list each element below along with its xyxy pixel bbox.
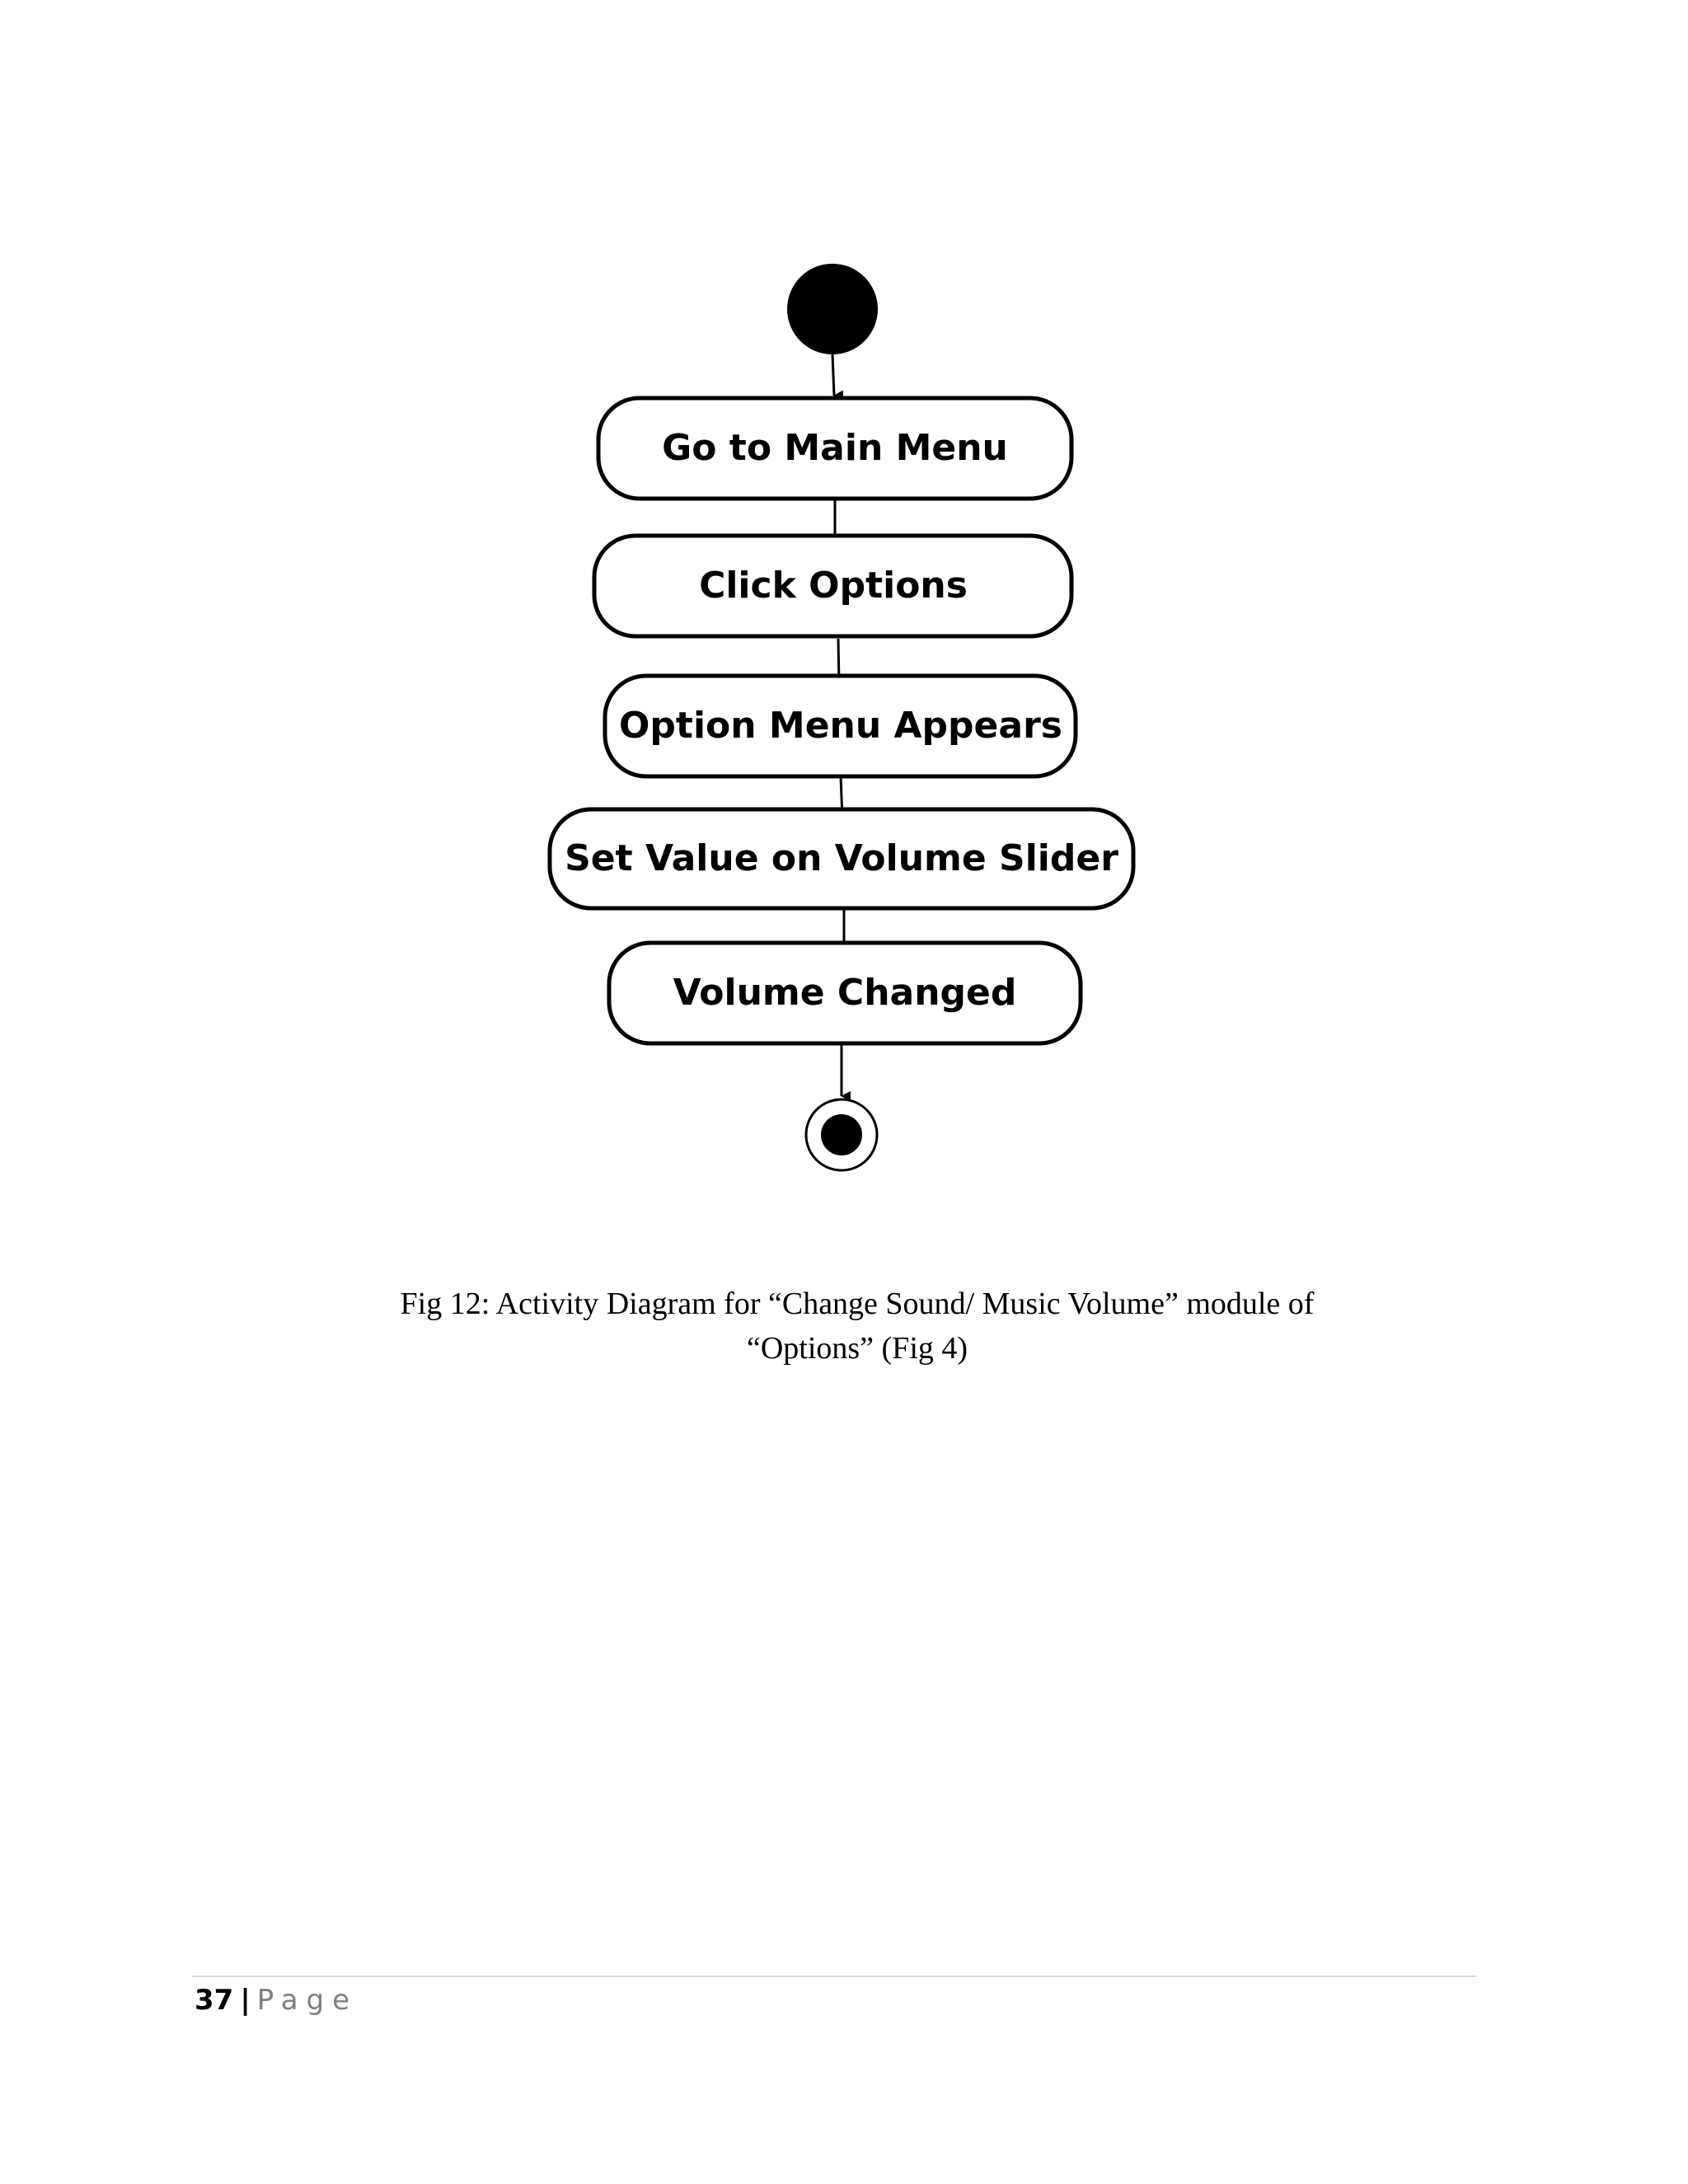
action-node-set-value-volume-slider bbox=[550, 809, 1133, 908]
caption-line-1: Fig 12: Activity Diagram for “Change Sound/ Music Volume” module of bbox=[400, 1286, 1315, 1321]
action-node-option-menu-appears bbox=[605, 676, 1076, 776]
footer-divider bbox=[192, 1975, 1476, 1977]
action-label-volume-changed: Volume Changed bbox=[673, 972, 1017, 1014]
action-label-click-options: Click Options bbox=[699, 565, 968, 607]
action-node-click-options bbox=[594, 536, 1071, 636]
initial-node bbox=[787, 264, 878, 354]
footer-separator: | bbox=[240, 1984, 251, 2017]
action-label-go-to-main-menu: Go to Main Menu bbox=[662, 427, 1008, 469]
page-number: 37 bbox=[195, 1984, 234, 2017]
edge-start-to-go-to-main-menu bbox=[832, 354, 834, 396]
action-node-volume-changed bbox=[609, 943, 1081, 1043]
caption-line-2: “Options” (Fig 4) bbox=[746, 1331, 968, 1366]
final-node bbox=[806, 1099, 877, 1170]
page-footer bbox=[195, 1980, 358, 2021]
action-node-go-to-main-menu bbox=[598, 398, 1071, 499]
action-label-set-value-volume-slider: Set Value on Volume Slider bbox=[565, 837, 1118, 879]
action-label-option-menu-appears: Option Menu Appears bbox=[619, 705, 1062, 747]
page-label: Page bbox=[256, 1984, 359, 2017]
figure-caption bbox=[363, 1282, 1352, 1371]
